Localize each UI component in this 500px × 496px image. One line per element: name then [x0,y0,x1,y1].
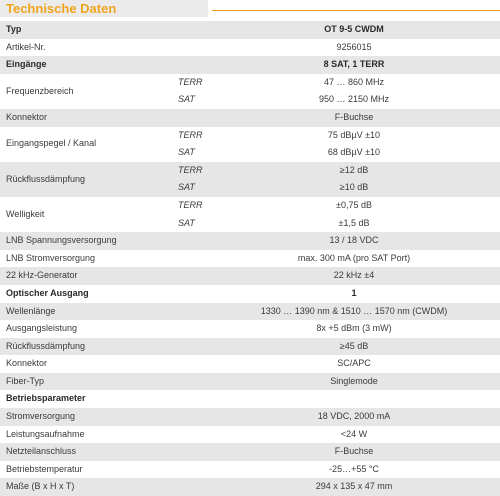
table-row-netzteilanschluss [0,443,500,461]
table-row-masse [0,478,500,496]
row-value: 18 VDC, 2000 mA [208,408,500,426]
table-row-ausgangsleistung [0,320,500,338]
table-row-rueckfluss [0,162,500,180]
row-sublabel: SAT [178,91,208,109]
row-label: Optischer Ausgang [0,285,208,303]
table-row-22khz [0,267,500,285]
row-sublabel: TERR [178,162,208,180]
row-value: Singlemode [208,373,500,391]
row-label: Rückflussdämpfung [0,338,208,356]
row-value: F-Buchse [208,443,500,461]
table-row-fiber-typ [0,373,500,391]
row-label: Maße (B x H x T) [0,478,208,496]
table-row-konnektor [0,109,500,127]
table-row-konnektor-optisch [0,355,500,373]
row-value: 8 SAT, 1 TERR [208,56,500,74]
row-label: Fiber-Typ [0,373,208,391]
row-value: OT 9-5 CWDM [208,21,500,39]
row-label: Eingänge [0,56,208,74]
section-title-tab [0,0,208,17]
row-value: ≥12 dB [208,162,500,180]
row-label: Artikel-Nr. [0,39,208,57]
row-value: 950 … 2150 MHz [208,91,500,109]
row-value: -25…+55 °C [208,461,500,479]
row-value: max. 300 mA (pro SAT Port) [208,250,500,268]
table-row-rueckfluss-optisch [0,338,500,356]
table-row-wellenlaenge [0,303,500,321]
row-label: Konnektor [0,109,208,127]
table-row-typ [0,21,500,39]
table-row-optischer-ausgang [0,285,500,303]
section-title: Technische Daten [6,1,117,16]
row-value: 9256015 [208,39,500,57]
row-value: 1330 … 1390 nm & 1510 … 1570 nm (CWDM) [208,303,500,321]
row-value: 8x +5 dBm (3 mW) [208,320,500,338]
row-sublabel: SAT [178,215,208,233]
row-value: 1 [208,285,500,303]
row-label: Rückflussdämpfung [0,162,178,197]
row-value: ±1,5 dB [208,215,500,233]
row-value [208,390,500,408]
row-sublabel: TERR [178,74,208,92]
row-label: Wellenlänge [0,303,208,321]
row-label: Netzteilanschluss [0,443,208,461]
row-label: Betriebstemperatur [0,461,208,479]
row-sublabel: TERR [178,127,208,145]
row-value: 22 kHz ±4 [208,267,500,285]
table-row-eingaenge [0,56,500,74]
row-value: F-Buchse [208,109,500,127]
row-label: LNB Stromversorgung [0,250,208,268]
row-value: 294 x 135 x 47 mm [208,478,500,496]
section-header [0,0,500,20]
spec-table [0,21,500,496]
table-row-welligkeit [0,197,500,215]
row-label: Betriebsparameter [0,390,208,408]
row-value: 68 dBµV ±10 [208,144,500,162]
row-value: <24 W [208,426,500,444]
row-sublabel: TERR [178,197,208,215]
row-label: Ausgangsleistung [0,320,208,338]
row-value: ≥45 dB [208,338,500,356]
row-label: Frequenzbereich [0,74,178,109]
row-value: 75 dBµV ±10 [208,127,500,145]
row-value: ±0,75 dB [208,197,500,215]
row-value: SC/APC [208,355,500,373]
row-label: LNB Spannungsversorgung [0,232,208,250]
table-row-lnb-strom [0,250,500,268]
row-value: 13 / 18 VDC [208,232,500,250]
table-row-lnb-spannung [0,232,500,250]
row-label: 22 kHz-Generator [0,267,208,285]
table-row-leistungsaufnahme [0,426,500,444]
table-row-eingangspegel [0,127,500,145]
row-label: Typ [0,21,208,39]
table-row-betriebstemperatur [0,461,500,479]
row-value: ≥10 dB [208,179,500,197]
table-row-stromversorgung [0,408,500,426]
row-label: Eingangspegel / Kanal [0,127,178,162]
row-label: Konnektor [0,355,208,373]
row-sublabel: SAT [178,144,208,162]
row-sublabel: SAT [178,179,208,197]
row-value: 47 … 860 MHz [208,74,500,92]
table-row-frequenz [0,74,500,92]
table-row-artikel [0,39,500,57]
row-label: Welligkeit [0,197,178,232]
row-label: Stromversorgung [0,408,208,426]
row-label: Leistungsaufnahme [0,426,208,444]
header-divider-line [212,10,500,11]
table-row-betriebsparameter [0,390,500,408]
